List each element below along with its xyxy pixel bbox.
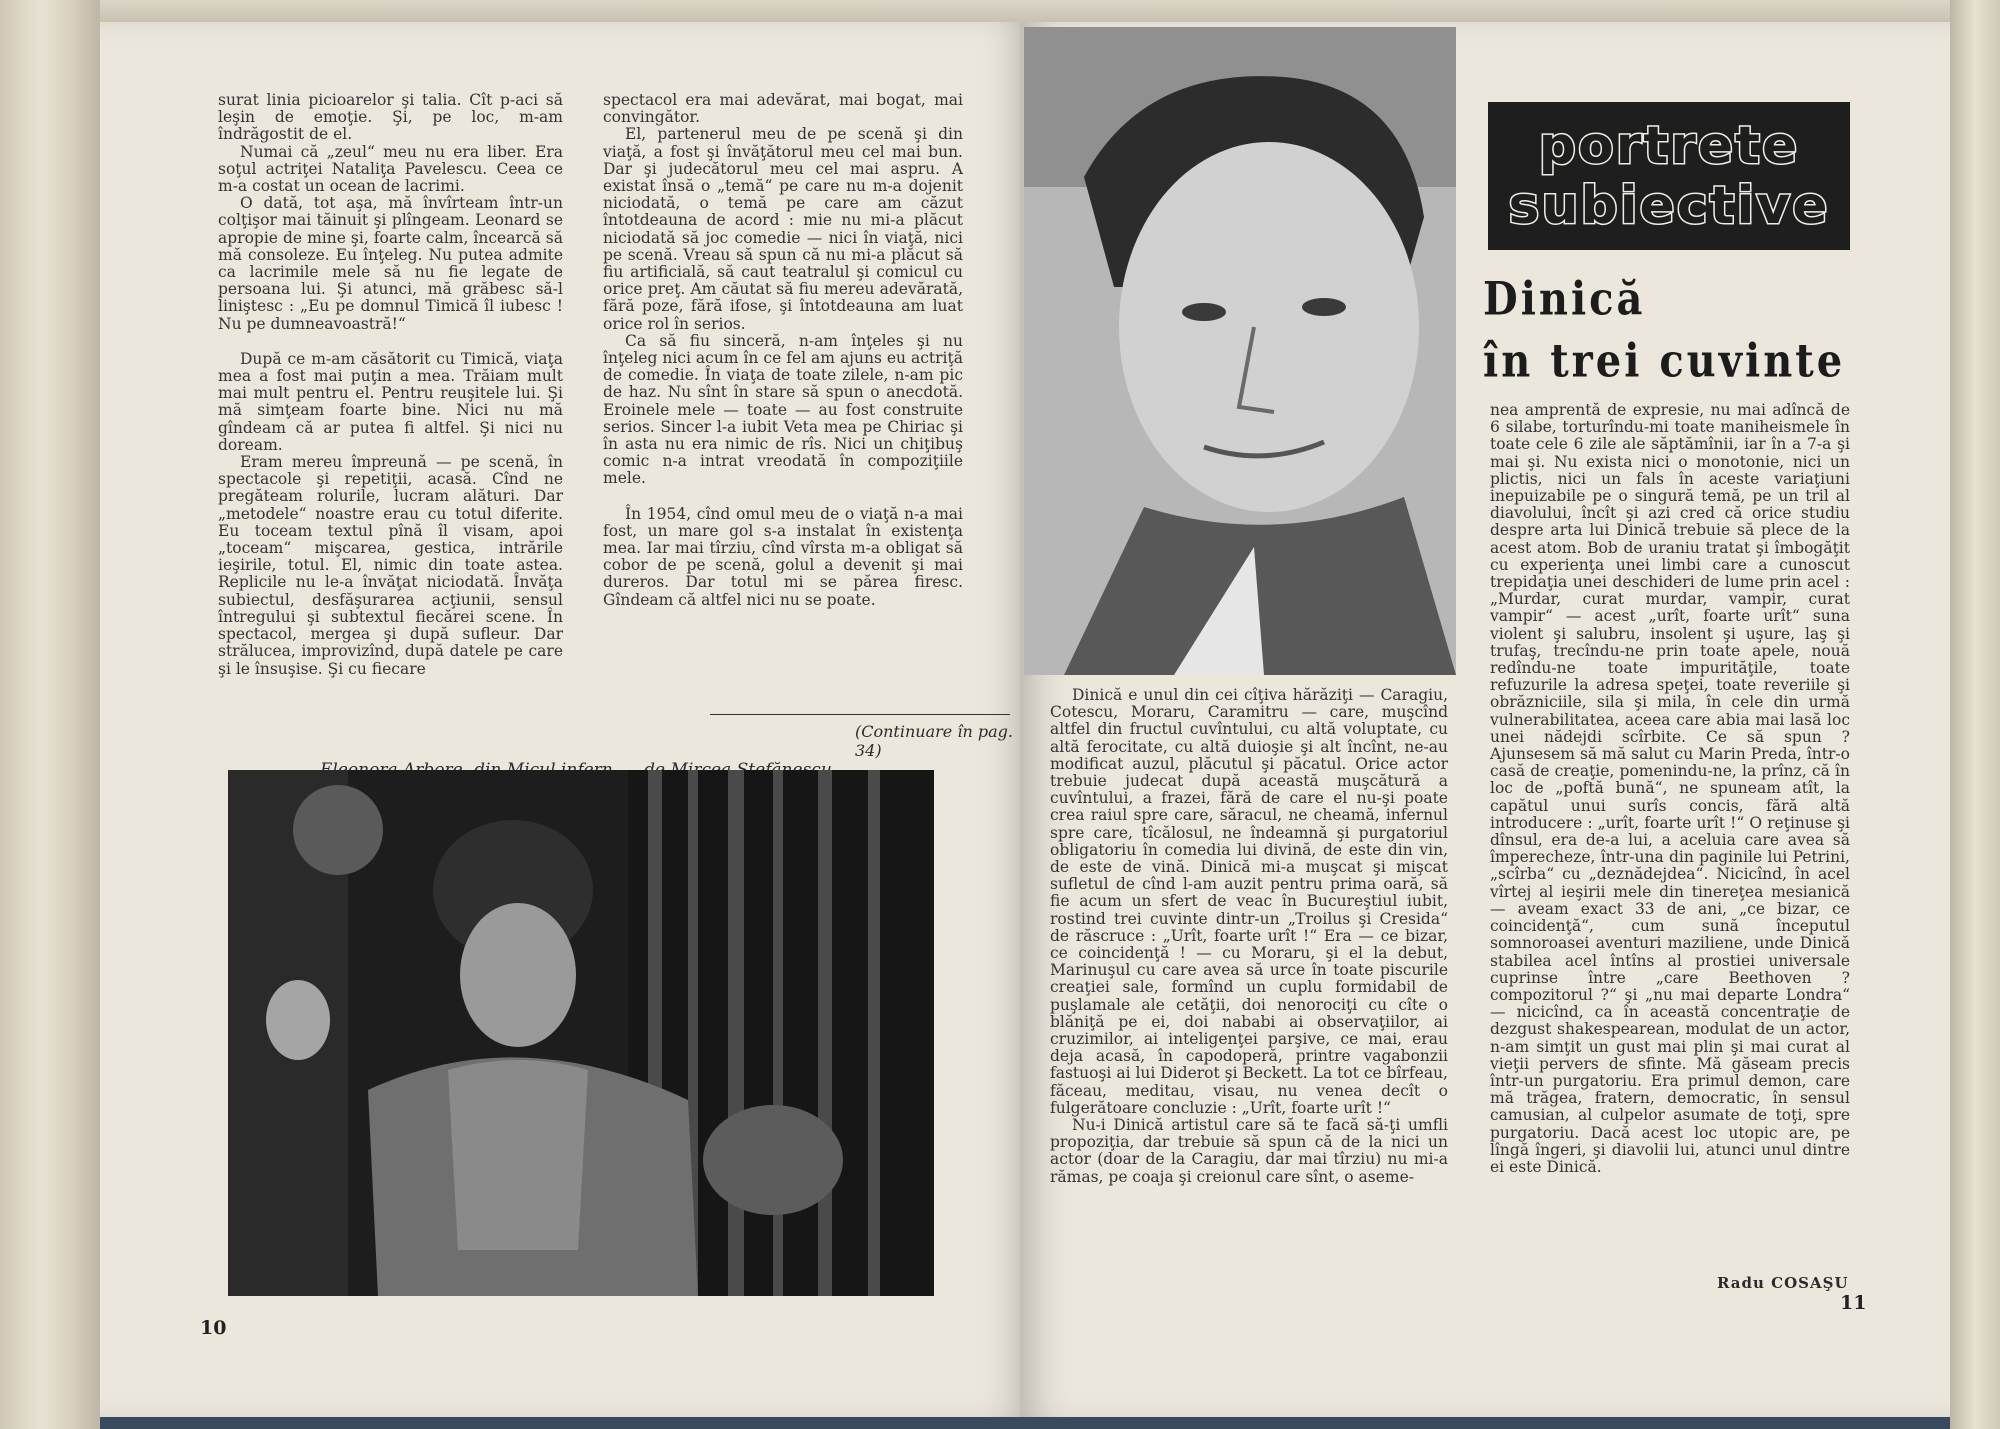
actress-photo [228, 770, 934, 1296]
paragraph: Ca să fiu sinceră, n-am înţeles şi nu înţeleg nici acum în ce fel am ajuns eu actriţă de comedie. În viaţa de toate zilele, n-am pic de haz. Nu sînt în stare să spun o anecdotă. Eroinele mele — toate — au fost construite serios. Sincer l-a iubit Veta mea pe Chiriac şi în asta nu era nimic de rîs. Nici un chiţibuş comic n-a intrat vreodată în compoziţiile mele. [603, 331, 963, 488]
page-stack-right [1950, 0, 2000, 1429]
right-page [1020, 22, 1950, 1417]
continuation-note: (Continuare în pag. 34) [855, 722, 1013, 760]
article-column-a [1050, 687, 1448, 1186]
author-byline: Radu COSAŞU [1717, 1274, 1849, 1292]
paragraph: Nu-i Dinică artistul care să te facă să-ţi umfli propoziţia, dar trebuie să spun că de la nici un actor (doar de la Caragiu, dar mai tîrziu) nu mi-a rămas, pe coaja şi creionul care sînt, o aseme- [1050, 1116, 1448, 1186]
paragraph: spectacol era mai adevărat, mai bogat, mai convingător. [603, 91, 963, 127]
page-number: 11 [1840, 1292, 1867, 1314]
paragraph: Eram mereu împreună — pe scenă, în spectacole şi repetiţii, acasă. Cînd ne pregăteam rolurile, lucram alături. Dar „metodele“ noastre erau cu totul diferite. Eu toceam textul pînă îl visam, apoi „toceam“ mişcarea, gestica, intrările ieşirile, totul. El, nimic din toate astea. Replicile nu le-a învăţat niciodată. Învăţa subiectul, desfăşurarea acţiunii, sensul întregului şi subtextul fiecărei scene. În spectacol, mergea şi după sufleur. Dar strălucea, improvizînd, după datele pe care şi le însuşise. Şi cu fiecare [218, 453, 563, 678]
article-headline: în trei cuvinte [1483, 334, 1846, 389]
paragraph: nea amprentă de expresie, nu mai adîncă de 6 silabe, torturîndu-mi toate maniheismele în toate cele 6 zile ale săptămînii, iar în a 7-a şi mai şi. Nu exista nici o monotonie, nici un plictis, nici un fals în aceste variaţiuni inepuizabile pe o singură temă, pe un tril al diavolului, încît şi azi cred că orice studiu despre arta lui Dinică trebuie să plece de la acest atom. Bob de uraniu tratat şi îmbogăţit cu experienţa unei limbi care a cunoscut trepidaţia unei deschideri de lume prin acel : „Murdar, curat murdar, vampir, curat vampir“ — acest „urît, foarte urît“ suna violent şi salubru, insolent şi uşure, laş şi trufaş, trecîndu-ne prin toate apele, nouă redîndu-ne toate impurităţile, toate refuzurile la adresa speţei, toate reveriile şi obrăzniciile, sila şi mila, în cele din urmă vulnerabilitatea, aceea care abia mai lasă loc unei nădejdi scîrbite. Ce să spun ? Ajunsesem să mă salut cu Marin Preda, într-o casă de creaţie, pomenindu-ne, la prînz, că în loc de „poftă bună“, ne spuneam atît, la capătul unui surîs concis, fără altă introducere : „urît, foarte urît !“ O reţinuse şi dînsul, era de-a lui, a aceluia care avea să împerecheze, într-una din paginile lui Petrini, „scîrba“ cu „deznădejdea“. Nicicînd, în acel vîrtej al ieşirii mele din tinereţea mesianică — aveam exact 33 de ani, „ce bizar, ce coincidenţă“, cum sună începutul somnoroasei aventuri maziliene, unde Dinică stabilea acel întîns al prostiei universale cuprinse între „care Beethoven ? compozitorul ?“ şi „nu mai departe Londra“ — nicicînd, ca în această concentraţie de dezgust shakespearean, modulat de un actor, n-am simţit un gust mai plin şi mai curat al vieţii pervers de sfinte. Mă găseam precis într-un purgatoriu. Era primul demon, care mă trăgea, fratern, democratic, în sensul camusian, al culpelor asumate de toţi, spre purgatoriu. Dacă acest loc utopic are, pe lîngă îngeri, şi diavolii lui, atunci unul dintre ei este Dinică. [1490, 401, 1850, 1176]
paragraph: Dinică e unul din cei cîţiva hărăziţi — Caragiu, Cotescu, Moraru, Caramitru — care, muşcînd altfel din fructul cuvîntului, cu altă voluptate, cu altă ferocitate, cu altă duioşie şi alt încînt, ne-au modificat auzul, plăcutul şi păcatul. Orice actor trebuie judecat după această muşcătură a cuvîntului, a frazei, fără de care el nu-şi poate crea raiul spre care, săracul, ne cheamă, infernul spre care, tîcălosul, ne îndeamnă şi purgatoriul obligatoriu în comedia lui divină, de este din vin, de este de vină. Dinică mi-a muşcat şi mişcat sufletul de cînd l-am auzit pentru prima oară, să fie acum un sfert de veac în Bucureştiul iubit, rostind trei cuvinte dintr-un „Troilus şi Cresida“ de răscruce : „Urît, foarte urît !“ Era — ce bizar, ce coincidenţă ! — cu Moraru, şi el la debut, Marinuşul cu care avea să urce în toate piscurile creaţiei sale, formînd un cuplu formidabil de puşlamale ale cetăţii, doi nenorociţi cu cîte o blăniţă pe ei, doi nababi ai observaţiilor, ai cruzimilor, ai inteligenţei parşive, ce mai, erau deja acasă, în capodoperă, printre vagabonzii fastuoşi ai lui Diderot şi Beckett. La tot ce bîrfeau, făceau, meditau, visau, nu venea decît o fulgerătoare concluzie : „Urît, foarte urît !“ [1050, 686, 1448, 1117]
portrait-photo [1024, 27, 1456, 675]
rubric-line: subiective [1508, 176, 1830, 236]
page-stack-left [0, 0, 100, 1429]
article-headline: Dinică [1483, 272, 1646, 327]
article-column-b [1490, 402, 1850, 1176]
article-column-1 [218, 92, 563, 678]
paragraph: surat linia picioarelor şi talia. Cît p-aci să leşin de emoţie. Şi, pe loc, m-am îndrăgostit de el. [218, 91, 563, 144]
left-page [100, 22, 1030, 1417]
rubric-line: portrete [1538, 116, 1800, 176]
paragraph: Numai că „zeul“ meu nu era liber. Era soţul actriţei Nataliţa Pavelescu. Ceea ce m-a costat un ocean de lacrimi. [218, 142, 563, 196]
paragraph: După ce m-am căsătorit cu Timică, viaţa mea a fost mai puţin a mea. Trăiam mult mai mult pentru el. Pentru reuşitele lui. Şi mă simţeam foarte bine. Nici nu mă gîndeam că ar putea fi altfel. Şi nici nu doream. [218, 349, 563, 454]
divider [710, 714, 1010, 715]
paragraph: El, partenerul meu de pe scenă şi din viaţă, a fost şi învăţătorul meu cel mai bun. Dar şi judecătorul meu cel mai aspru. A existat însă o „temă“ pe care nu m-a dojenit niciodată, o temă pe care am căzut întotdeauna de acord : mie nu mi-a plăcut niciodată să joc comedie — nici în viaţă, nici pe scenă. Vreau să spun că nu mi-a plăcut să fiu artificială, să caut teatralul şi comicul cu orice preţ. Am căutat să fiu mereu adevărată, fără poze, fără ifose, şi întotdeauna am luat orice rol în serios. [603, 125, 963, 333]
paragraph: O dată, tot aşa, mă învîrteam într-un colţişor mai tăinuit şi plîngeam. Leonard se apropie de mine şi, foarte calm, încearcă să mă consoleze. Eu înţeleg. Nu putea admite ca lacrimile mele să nu fie legate de persoana lui. Şi atunci, mă grăbesc să-l liniştesc : „Eu pe domnul Timică îl iubesc ! Nu pe dumneavoastră!“ [218, 194, 563, 333]
paragraph: În 1954, cînd omul meu de o viaţă n-a mai fost, un mare gol s-a instalat în existenţa mea. Iar mai tîrziu, cînd vîrsta m-a obligat să cobor de pe scenă, golul a devenit şi mai dureros. Dar totul mi se părea firesc. Gîndeam că altfel nici nu se poate. [603, 504, 963, 609]
page-number: 10 [200, 1317, 227, 1339]
article-column-2 [603, 92, 963, 609]
section-rubric [1488, 102, 1850, 250]
book-top-edge [0, 0, 2000, 22]
